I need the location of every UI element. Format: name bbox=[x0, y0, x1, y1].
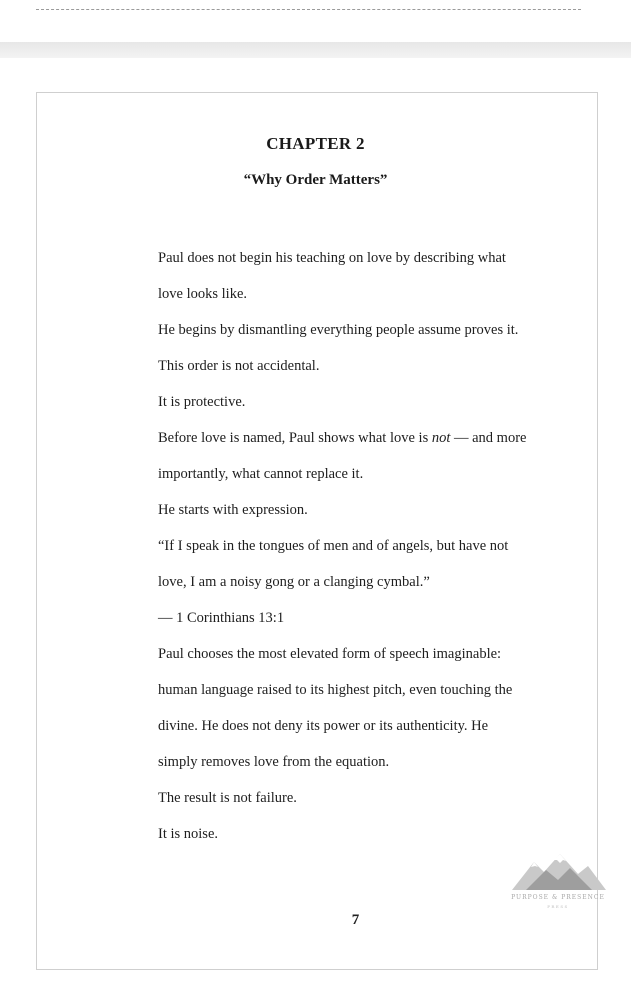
body-line: The result is not failure. bbox=[158, 790, 297, 806]
publisher-logo bbox=[508, 848, 608, 918]
body-line bbox=[158, 420, 558, 456]
body-line: He begins by dismantling everything people assume proves it. bbox=[158, 322, 519, 338]
body-line-emphasis: not bbox=[431, 430, 451, 446]
page-gap bbox=[0, 42, 631, 58]
logo-brand-sub: PRESS bbox=[547, 904, 569, 909]
body-line: Paul chooses the most elevated form of speech imaginable: bbox=[158, 646, 502, 662]
body-line: love, I am a noisy gong or a clanging cymbal.” bbox=[158, 574, 430, 590]
body-line: It is protective. bbox=[158, 394, 246, 410]
body-line: simply removes love from the equation. bbox=[158, 754, 390, 770]
page-number: 7 bbox=[351, 912, 360, 928]
previous-page-bottom bbox=[0, 0, 631, 42]
body-line: “If I speak in the tongues of men and of angels, but have not bbox=[158, 538, 509, 554]
body-line: human language raised to its highest pitch, even touching the bbox=[158, 682, 513, 698]
body-line: It is noise. bbox=[158, 826, 219, 842]
chapter-subtitle: “Why Order Matters” bbox=[243, 172, 388, 188]
logo-brand: PURPOSE & PRESENCE bbox=[511, 894, 605, 901]
body-line: He starts with expression. bbox=[158, 502, 308, 518]
body-line-after: — and more bbox=[450, 430, 527, 446]
dashed-divider bbox=[36, 9, 581, 10]
body-line: Paul does not begin his teaching on love by describing what bbox=[158, 250, 506, 266]
body-line: importantly, what cannot replace it. bbox=[158, 466, 364, 482]
body-text bbox=[158, 240, 558, 852]
chapter-title: CHAPTER 2 bbox=[266, 134, 365, 153]
body-line: divine. He does not deny its power or its authenticity. He bbox=[158, 718, 489, 734]
scripture-reference: — 1 Corinthians 13:1 bbox=[158, 610, 285, 626]
body-line-before: Before love is named, Paul shows what love is bbox=[158, 430, 432, 446]
body-line: love looks like. bbox=[158, 286, 248, 302]
mountain-icon bbox=[508, 848, 608, 894]
body-line: This order is not accidental. bbox=[158, 358, 320, 374]
